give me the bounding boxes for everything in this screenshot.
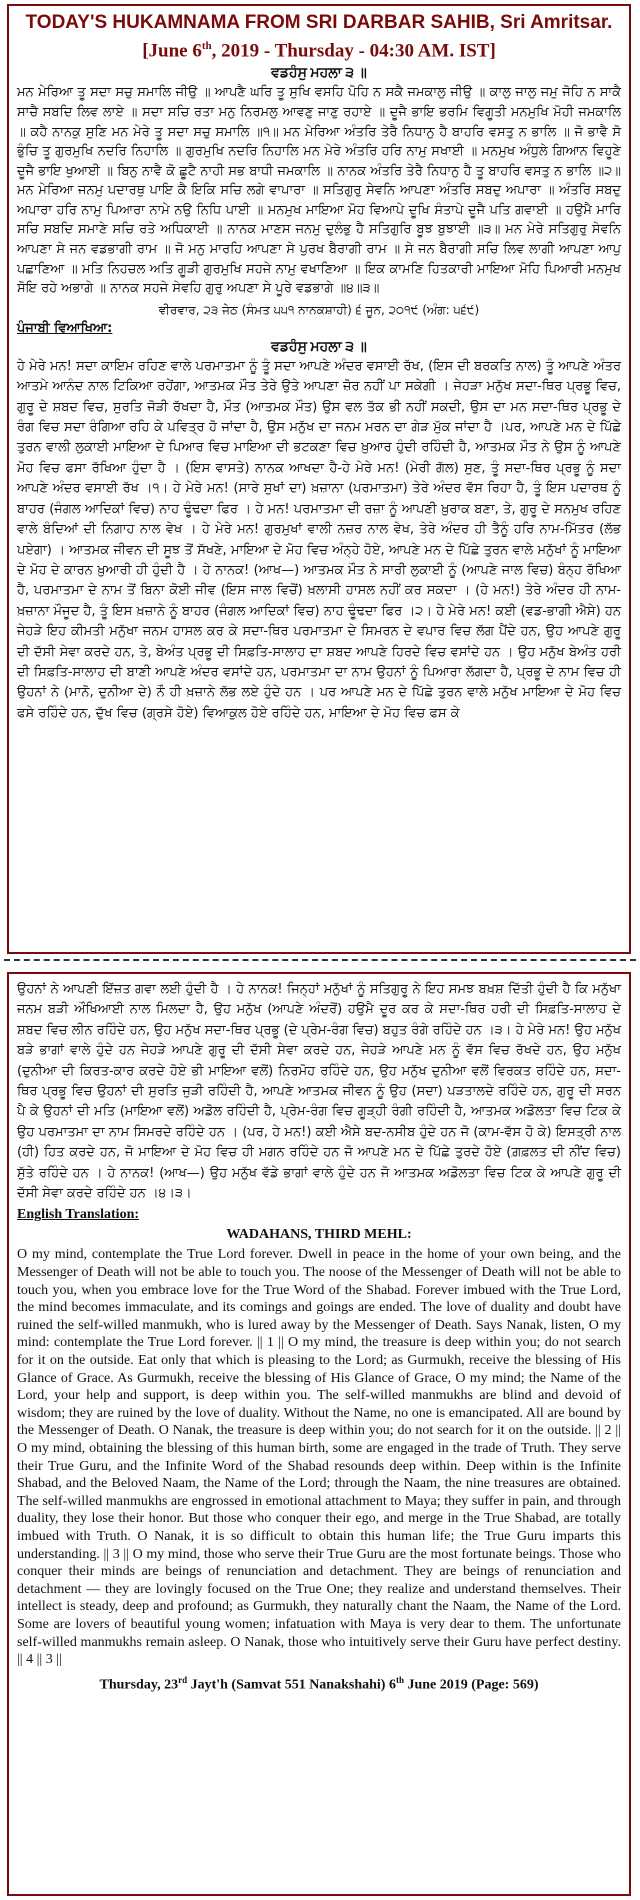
footer-part-1: Thursday, 23 bbox=[99, 1677, 179, 1693]
english-label: English Translation: bbox=[17, 1207, 140, 1223]
footer-sup-1: rd bbox=[178, 1674, 188, 1685]
hukamnama-top-card bbox=[7, 4, 631, 954]
english-heading: WADAHANS, THIRD MEHL: bbox=[226, 1227, 412, 1243]
english-text: O my mind, contemplate the True Lord forever. Dwell in peace in the home of your own being, and the Messenger of Death will not be able to touch you. The noose of the Messenger of Death will not be able to touch you, when you embrace love for the True Word of the Shabad. Forever imbued with the True Lord, the mind becomes immaculate, and its comings and goings are ended. The love of duality and doubt have ruined the self-willed manmukh, who is lured away by the Messenger of Death. Says Nanak, listen, O my mind: contemplate the True Lord forever. || 1 || O my mind, the treasure is deep within you; do not search for it on the outside. Eat only that which is pleasing to the Lord; as Gurmukh, receive the blessing of His Glance of Grace. As Gurmukh, receive the blessing of His Glance of Grace, O my mind; the Name of the Lord, your help and support, is deep within you. The self-willed manmukhs are blind and devoid of wisdom; they are ruined by the love of duality. Without the Name, no one is emancipated. All are bound by the Messenger of Death. O Nanak, the treasure is deep within you; do not search for it on the outside. || 2 || O my mind, obtaining the blessing of this human birth, some are engaged in the trade of Truth. They serve their True Guru, and the Infinite Word of the Shabad resounds deep within. Deep within is the Infinite Shabad, and the Beloved Naam, the Name of the Lord; through the Naam, the nine treasures are obtained. The self-willed manmukhs are engrossed in emotional attachment to Maya; they suffer in pain, and through duality, they lose their honor. But those who conquer their ego, and merge in the True Shabad, are totally imbued with Truth. O Nanak, it is so difficult to obtain this human life; the True Guru imparts this understanding. || 3 || O my mind, those who serve their True Guru are the most fortunate beings. Those who conquer their minds are beings of renunciation and detachment. They are beings of renunciation and detachment — they are lovingly focused on the True One; they realize and understand themselves. Their intellect is steady, deep and profound; as Gurmukh, they naturally chant the Naam, the Name of the Lord. Some are lovers of beautiful young women; infatuation with Maya is very dear to them. The unfortunate self-willed manmukhs remain asleep. O Nanak, those who intuitively serve their Guru have perfect destiny. || 4 || 3 || bbox=[17, 1247, 621, 1668]
page-title: TODAY'S HUKAMNAMA FROM SRI DARBAR SAHIB, Sri Amritsar. bbox=[25, 12, 613, 33]
footer-part-2: Jayt'h (Samvat 551 Nanakshahi) 6 bbox=[187, 1677, 396, 1693]
footer-part-3: June 2019 (Page: 569) bbox=[403, 1677, 539, 1693]
punjabi-text-top: ਹੇ ਮੇਰੇ ਮਨ! ਸਦਾ ਕਾਇਮ ਰਹਿਣ ਵਾਲੇ ਪਰਮਾਤਮਾ ਨੂੰ ਤੂੰ ਸਦਾ ਆਪਣੇ ਅੰਦਰ ਵਸਾਈ ਰੱਖ, (ਇਸ ਦੀ ਬਰਕਤਿ ਨਾਲ) ਤੂੰ ਆਪਣੇ ਅੰਤਰ ਆਤਮੇ ਆਨੰਦ ਨਾਲ ਟਿਕਿਆ ਰਹੇਂਗਾ, ਆਤਮਕ ਮੌਤ ਤੇਰੇ ਉਤੇ ਆਪਣਾ ਜ਼ੋਰ ਨਹੀਂ ਪਾ ਸਕੇਗੀ । ਜੇਹੜਾ ਮਨੁੱਖ ਸਦਾ-ਥਿਰ ਪ੍ਰਭੂ ਵਿਚ, ਗੁਰੂ ਦੇ ਸ਼ਬਦ ਵਿਚ, ਸੁਰਤਿ ਜੋੜੀ ਰੱਖਦਾ ਹੈ, ਮੌਤ (ਆਤਮਕ ਮੌਤ) ਉਸ ਵਲ ਤੱਕ ਭੀ ਨਹੀਂ ਸਕਦੀ, ਉਸ ਦਾ ਮਨ ਸਦਾ-ਥਿਰ ਪ੍ਰਭੂ ਦੇ ਰੰਗ ਵਿਚ ਸਦਾ ਰੰਗਿਆ ਰਹਿ ਕੇ ਪਵਿਤ੍ਰ ਹੋ ਜਾਂਦਾ ਹੈ, ਉਸ ਮਨੁੱਖ ਦਾ ਜਨਮ ਮਰਨ ਦਾ ਗੇੜ ਮੁੱਕ ਜਾਂਦਾ ਹੈ ।ਪਰ, ਆਪਣੇ ਮਨ ਦੇ ਪਿੱਛੇ ਤੁਰਨ ਵਾਲੀ ਲੁਕਾਈ ਮਾਇਆ ਦੇ ਪਿਆਰ ਵਿਚ ਮਾਇਆ ਦੀ ਭਟਕਣਾ ਵਿਚ ਖ਼ੁਆਰ ਹੁੰਦੀ ਰਹਿੰਦੀ ਹੈ, ਆਤਮਕ ਮੌਤ ਨੇ ਉਸ ਨੂੰ ਆਪਣੇ ਮੋਹ ਵਿਚ ਫਸਾ ਰੱਖਿਆ ਹੁੰਦਾ ਹੈ । (ਇਸ ਵਾਸਤੇ) ਨਾਨਕ ਆਖਦਾ ਹੈ-ਹੇ ਮੇਰੇ ਮਨ! (ਮੇਰੀ ਗੱਲ) ਸੁਣ, ਤੂੰ ਸਦਾ-ਥਿਰ ਪ੍ਰਭੂ ਨੂੰ ਸਦਾ ਆਪਣੇ ਅੰਦਰ ਵਸਾਈ ਰੱਖ ।੧। ਹੇ ਮੇਰੇ ਮਨ! (ਸਾਰੇ ਸੁਖਾਂ ਦਾ) ਖ਼ਜ਼ਾਨਾ (ਪਰਮਾਤਮਾ) ਤੇਰੇ ਅੰਦਰ ਵੱਸ ਰਿਹਾ ਹੈ, ਤੂੰ ਇਸ ਪਦਾਰਥ ਨੂੰ ਬਾਹਰ (ਜੰਗਲ ਆਦਿਕਾਂ ਵਿਚ) ਨਾਹ ਢੂੰਢਦਾ ਫਿਰ । ਹੇ ਮਨ! ਪਰਮਾਤਮਾ ਦੀ ਰਜ਼ਾ ਨੂੰ ਆਪਣੀ ਖ਼ੁਰਾਕ ਬਣਾ, ਤੇ, ਗੁਰੂ ਦੇ ਸਨਮੁਖ ਰਹਿਣ ਵਾਲੇ ਬੰਦਿਆਂ ਦੀ ਨਿਗਾਹ ਨਾਲ ਵੇਖ । ਹੇ ਮੇਰੇ ਮਨ! ਗੁਰਮੁਖਾਂ ਵਾਲੀ ਨਜ਼ਰ ਨਾਲ ਵੇਖ, ਤੇਰੇ ਅੰਦਰ ਹੀ ਤੈਨੂੰ ਹਰਿ ਨਾਮ-ਮਿੱਤਰ (ਲੱਭ ਪਏਗਾ) । ਆਤਮਕ ਜੀਵਨ ਦੀ ਸੂਝ ਤੋਂ ਸੱਖਣੇ, ਮਾਇਆ ਦੇ ਮੋਹ ਵਿਚ ਅੰਨ੍ਹੇ ਹੋਏ, ਆਪਣੇ ਮਨ ਦੇ ਪਿੱਛੇ ਤੁਰਨ ਵਾਲੇ ਮਨੁੱਖਾਂ ਨੂੰ ਮਾਇਆ ਦੇ ਮੋਹ ਦੇ ਕਾਰਨ ਖ਼ੁਆਰੀ ਹੀ ਹੁੰਦੀ ਹੈ । ਹੇ ਨਾਨਕ! (ਆਖ—) ਆਤਮਕ ਮੌਤ ਨੇ ਸਾਰੀ ਲੁਕਾਈ ਨੂੰ (ਆਪਣੇ ਜਾਲ ਵਿਚ) ਬੰਨ੍ਹ ਰੱਖਿਆ ਹੈ, ਪਰਮਾਤਮਾ ਦੇ ਨਾਮ ਤੋਂ ਬਿਨਾ ਕੋਈ ਜੀਵ (ਇਸ ਜਾਲ ਵਿਚੋਂ) ਖ਼ਲਾਸੀ ਹਾਸਲ ਨਹੀਂ ਕਰ ਸਕਦਾ । (ਹੇ ਮਨ!) ਤੇਰੇ ਅੰਦਰ ਹੀ ਨਾਮ-ਖ਼ਜ਼ਾਨਾ ਮੌਜੂਦ ਹੈ, ਤੂੰ ਇਸ ਖ਼ਜ਼ਾਨੇ ਨੂੰ ਬਾਹਰ (ਜੰਗਲ ਆਦਿਕਾਂ ਵਿਚ) ਨਾਹ ਢੂੰਢਦਾ ਫਿਰ ।੨। ਹੇ ਮੇਰੇ ਮਨ! ਕਈ (ਵਡ-ਭਾਗੀ ਐਸੇ) ਹਨ ਜੇਹੜੇ ਇਹ ਕੀਮਤੀ ਮਨੁੱਖਾ ਜਨਮ ਹਾਸਲ ਕਰ ਕੇ ਸਦਾ-ਥਿਰ ਪਰਮਾਤਮਾ ਦੇ ਸਿਮਰਨ ਦੇ ਵਪਾਰ ਵਿਚ ਲੱਗ ਪੈਂਦੇ ਹਨ, ਉਹ ਆਪਣੇ ਗੁਰੂ ਦੀ ਦੱਸੀ ਸੇਵਾ ਕਰਦੇ ਹਨ, ਤੇ, ਬੇਅੰਤ ਪ੍ਰਭੂ ਦੀ ਸਿਫ਼ਤਿ-ਸਾਲਾਹ ਦਾ ਸ਼ਬਦ ਆਪਣੇ ਹਿਰਦੇ ਵਿਚ ਵਸਾਂਦੇ ਹਨ । ਉਹ ਮਨੁੱਖ ਬੇਅੰਤ ਹਰੀ ਦੀ ਸਿਫ਼ਤਿ-ਸਾਲਾਹ ਦੀ ਬਾਣੀ ਆਪਣੇ ਅੰਦਰ ਵਸਾਂਦੇ ਹਨ, ਪਰਮਾਤਮਾ ਦਾ ਨਾਮ ਉਹਨਾਂ ਨੂੰ ਪਿਆਰਾ ਲੱਗਦਾ ਹੈ, ਪ੍ਰਭੂ ਦੇ ਨਾਮ ਵਿਚ ਹੀ ਉਹਨਾਂ ਨੇ (ਮਾਨੋ, ਦੁਨੀਆ ਦੇ) ਨੌ ਹੀ ਖ਼ਜ਼ਾਨੇ ਲੱਭ ਲਏ ਹੁੰਦੇ ਹਨ । ਪਰ ਆਪਣੇ ਮਨ ਦੇ ਪਿੱਛੇ ਤੁਰਨ ਵਾਲੇ ਮਨੁੱਖ ਮਾਇਆ ਦੇ ਮੋਹ ਵਿਚ ਫਸੇ ਰਹਿੰਦੇ ਹਨ, ਦੁੱਖ ਵਿਚ (ਗ੍ਰਸੇ ਹੋਏ) ਵਿਆਕੁਲ ਹੋਏ ਰਹਿੰਦੇ ਹਨ, ਮਾਇਆ ਦੇ ਮੋਹ ਵਿਚ ਫਸ ਕੇ bbox=[17, 358, 621, 721]
dashed-divider bbox=[4, 959, 636, 961]
footer-date bbox=[17, 1671, 621, 1695]
punjabi-heading: ਵਡਹੰਸੁ ਮਹਲਾ ੩ ॥ bbox=[271, 339, 367, 355]
footer-sup-2: th bbox=[395, 1674, 404, 1685]
shabad-heading: ਵਡਹੰਸੁ ਮਹਲਾ ੩ ॥ bbox=[271, 66, 367, 82]
punjabi-text-bottom: ਉਹਨਾਂ ਨੇ ਆਪਣੀ ਇੱਜ਼ਤ ਗਵਾ ਲਈ ਹੁੰਦੀ ਹੈ । ਹੇ ਨਾਨਕ! ਜਿਨ੍ਹਾਂ ਮਨੁੱਖਾਂ ਨੂੰ ਸਤਿਗੁਰੂ ਨੇ ਇਹ ਸਮਝ ਬਖ਼ਸ਼ ਦਿੱਤੀ ਹੁੰਦੀ ਹੈ ਕਿ ਮਨੁੱਖਾ ਜਨਮ ਬੜੀ ਔਖਿਆਈ ਨਾਲ ਮਿਲਦਾ ਹੈ, ਉਹ ਮਨੁੱਖ (ਆਪਣੇ ਅੰਦਰੋਂ) ਹਉਮੈ ਦੂਰ ਕਰ ਕੇ ਸਦਾ-ਥਿਰ ਹਰੀ ਦੀ ਸਿਫ਼ਤਿ-ਸਾਲਾਹ ਦੇ ਸ਼ਬਦ ਵਿਚ ਲੀਨ ਰਹਿੰਦੇ ਹਨ, ਉਹ ਮਨੁੱਖ ਸਦਾ-ਥਿਰ ਪ੍ਰਭੂ (ਦੇ ਪ੍ਰੇਮ-ਰੰਗ ਵਿਚ) ਬਹੁਤ ਰੰਗੇ ਰਹਿੰਦੇ ਹਨ ।੩। ਹੇ ਮੇਰੇ ਮਨ! ਉਹ ਮਨੁੱਖ ਬੜੇ ਭਾਗਾਂ ਵਾਲੇ ਹੁੰਦੇ ਹਨ ਜੇਹੜੇ ਆਪਣੇ ਗੁਰੂ ਦੀ ਦੱਸੀ ਸੇਵਾ ਕਰਦੇ ਹਨ, ਜੇਹੜੇ ਆਪਣੇ ਮਨ ਨੂੰ ਵੱਸ ਵਿਚ ਰੱਖਦੇ ਹਨ, ਉਹ ਮਨੁੱਖ (ਦੁਨੀਆ ਦੀ ਕਿਰਤ-ਕਾਰ ਕਰਦੇ ਹੋਏ ਭੀ ਮਾਇਆ ਵਲੋਂ) ਨਿਰਮੋਹ ਰਹਿੰਦੇ ਹਨ, ਉਹ ਮਨੁੱਖ ਦੁਨੀਆ ਵਲੋਂ ਵਿਰਕਤ ਰਹਿੰਦੇ ਹਨ, ਸਦਾ-ਥਿਰ ਪ੍ਰਭੂ ਵਿਚ ਉਹਨਾਂ ਦੀ ਸੁਰਤਿ ਜੁੜੀ ਰਹਿੰਦੀ ਹੈ, ਆਪਣੇ ਆਤਮਕ ਜੀਵਨ ਨੂੰ ਉਹ (ਸਦਾ) ਪੜਤਾਲਦੇ ਰਹਿੰਦੇ ਹਨ, ਗੁਰੂ ਦੀ ਸਰਨ ਪੈ ਕੇ ਉਹਨਾਂ ਦੀ ਮਤਿ (ਮਾਇਆ ਵਲੋਂ) ਅਡੋਲ ਰਹਿੰਦੀ ਹੈ, ਪ੍ਰੇਮ-ਰੰਗ ਵਿਚ ਗੂੜ੍ਹੀ ਰੰਗੀ ਰਹਿੰਦੀ ਹੈ, ਆਤਮਕ ਅਡੋਲਤਾ ਵਿਚ ਟਿਕ ਕੇ ਉਹ ਪਰਮਾਤਮਾ ਦਾ ਨਾਮ ਸਿਮਰਦੇ ਰਹਿੰਦੇ ਹਨ । (ਪਰ, ਹੇ ਮਨ!) ਕਈ ਐਸੇ ਬਦ-ਨਸੀਬ ਹੁੰਦੇ ਹਨ ਜੋ (ਕਾਮ-ਵੱਸ ਹੋ ਕੇ) ਇਸਤ੍ਰੀ ਨਾਲ (ਹੀ) ਹਿਤ ਕਰਦੇ ਹਨ, ਜੋ ਮਾਇਆ ਦੇ ਮੋਹ ਵਿਚ ਹੀ ਮਗਨ ਰਹਿੰਦੇ ਹਨ ਜੋ ਆਪਣੇ ਮਨ ਦੇ ਪਿੱਛੇ ਤੁਰਦੇ ਹੋਏ (ਗ਼ਫ਼ਲਤ ਦੀ ਨੀਂਦ ਵਿਚ) ਸੁੱਤੇ ਰਹਿੰਦੇ ਹਨ । ਹੇ ਨਾਨਕ! (ਆਖ—) ਉਹ ਮਨੁੱਖ ਵੱਡੇ ਭਾਗਾਂ ਵਾਲੇ ਹੁੰਦੇ ਹਨ ਜੋ ਆਤਮਕ ਅਡੋਲਤਾ ਵਿਚ ਟਿਕ ਕੇ ਆਪਣੇ ਗੁਰੂ ਦੀ ਦੱਸੀ ਸੇਵਾ ਕਰਦੇ ਰਹਿੰਦੇ ਹਨ ।੪।੩। bbox=[17, 982, 621, 1202]
date-line bbox=[17, 34, 621, 63]
date-prefix: [June 6 bbox=[142, 40, 202, 62]
hukamnama-bottom-card bbox=[7, 972, 631, 1896]
punjabi-label: ਪੰਜਾਬੀ ਵਿਆਖਿਆ: bbox=[17, 320, 113, 336]
shabad-meta: ਵੀਰਵਾਰ, ੨੩ ਜੇਠ (ਸੰਮਤ ੫੫੧ ਨਾਨਕਸ਼ਾਹੀ) ੬ ਜੂਨ, ੨੦੧੯ (ਅੰਗ: ੫੬੯) bbox=[158, 302, 480, 317]
date-suffix: , 2019 - Thursday - 04:30 AM. IST] bbox=[211, 40, 496, 62]
date-sup: th bbox=[201, 40, 212, 52]
shabad-text: ਮਨ ਮੇਰਿਆ ਤੂ ਸਦਾ ਸਚੁ ਸਮਾਲਿ ਜੀਉ ॥ ਆਪਣੈ ਘਰਿ ਤੂ ਸੁਖਿ ਵਸਹਿ ਪੋਹਿ ਨ ਸਕੈ ਜਮਕਾਲੁ ਜੀਉ ॥ ਕਾਲੁ ਜਾਲੁ ਜਮੁ ਜੋਹਿ ਨ ਸਾਕੈ ਸਾਚੈ ਸਬਦਿ ਲਿਵ ਲਾਏ ॥ ਸਦਾ ਸਚਿ ਰਤਾ ਮਨੁ ਨਿਰਮਲੁ ਆਵਣੁ ਜਾਣੁ ਰਹਾਏ ॥ ਦੂਜੈ ਭਾਇ ਭਰਮਿ ਵਿਗੂਤੀ ਮਨਮੁਖਿ ਮੋਹੀ ਜਮਕਾਲਿ ॥ ਕਹੈ ਨਾਨਕੁ ਸੁਣਿ ਮਨ ਮੇਰੇ ਤੂ ਸਦਾ ਸਚੁ ਸਮਾਲਿ ॥੧॥ ਮਨ ਮੇਰਿਆ ਅੰਤਰਿ ਤੇਰੈ ਨਿਧਾਨੁ ਹੈ ਬਾਹਰਿ ਵਸਤੁ ਨ ਭਾਲਿ ॥ ਜੋ ਭਾਵੈ ਸੋ ਭੁੰਚਿ ਤੂ ਗੁਰਮੁਖਿ ਨਦਰਿ ਨਿਹਾਲਿ ॥ ਗੁਰਮੁਖਿ ਨਦਰਿ ਨਿਹਾਲਿ ਮਨ ਮੇਰੇ ਅੰਤਰਿ ਹਰਿ ਨਾਮੁ ਸਖਾਈ ॥ ਮਨਮੁਖ ਅੰਧੁਲੇ ਗਿਆਨ ਵਿਹੂਣੇ ਦੂਜੈ ਭਾਇ ਖੁਆਈ ॥ ਬਿਨੁ ਨਾਵੈ ਕੋ ਛੂਟੈ ਨਾਹੀ ਸਭ ਬਾਧੀ ਜਮਕਾਲਿ ॥ ਨਾਨਕ ਅੰਤਰਿ ਤੇਰੈ ਨਿਧਾਨੁ ਹੈ ਤੂ ਬਾਹਰਿ ਵਸਤੁ ਨ ਭਾਲਿ ॥੨॥ ਮਨ ਮੇਰਿਆ ਜਨਮੁ ਪਦਾਰਥੁ ਪਾਇ ਕੈ ਇਕਿ ਸਚਿ ਲਗੇ ਵਾਪਾਰਾ ॥ ਸਤਿਗੁਰੁ ਸੇਵਨਿ ਆਪਣਾ ਅੰਤਰਿ ਸਬਦੁ ਅਪਾਰਾ ॥ ਅੰਤਰਿ ਸਬਦੁ ਅਪਾਰਾ ਹਰਿ ਨਾਮੁ ਪਿਆਰਾ ਨਾਮੇ ਨਉ ਨਿਧਿ ਪਾਈ ॥ ਮਨਮੁਖ ਮਾਇਆ ਮੋਹ ਵਿਆਪੇ ਦੂਖਿ ਸੰਤਾਪੇ ਦੂਜੈ ਪਤਿ ਗਵਾਈ ॥ ਹਉਮੈ ਮਾਰਿ ਸਚਿ ਸਬਦਿ ਸਮਾਣੇ ਸਚਿ ਰਤੇ ਅਧਿਕਾਈ ॥ ਨਾਨਕ ਮਾਣਸ ਜਨਮੁ ਦੁਲੰਭੁ ਹੈ ਸਤਿਗੁਰਿ ਬੂਝ ਬੁਝਾਈ ॥੩॥ ਮਨ ਮੇਰੇ ਸਤਿਗੁਰੁ ਸੇਵਨਿ ਆਪਣਾ ਸੇ ਜਨ ਵਡਭਾਗੀ ਰਾਮ ॥ ਜੋ ਮਨੁ ਮਾਰਹਿ ਆਪਣਾ ਸੇ ਪੁਰਖ ਬੈਰਾਗੀ ਰਾਮ ॥ ਸੇ ਜਨ ਬੈਰਾਗੀ ਸਚਿ ਲਿਵ ਲਾਗੀ ਆਪਣਾ ਆਪੁ ਪਛਾਣਿਆ ॥ ਮਤਿ ਨਿਹਚਲ ਅਤਿ ਗੂੜੀ ਗੁਰਮੁਖਿ ਸਹਜੇ ਨਾਮੁ ਵਖਾਣਿਆ ॥ ਇਕ ਕਾਮਣਿ ਹਿਤਕਾਰੀ ਮਾਇਆ ਮੋਹਿ ਪਿਆਰੀ ਮਨਮੁਖ ਸੋਇ ਰਹੇ ਅਭਾਗੇ ॥ ਨਾਨਕ ਸਹਜੇ ਸੇਵਹਿ ਗੁਰੁ ਅਪਣਾ ਸੇ ਪੂਰੇ ਵਡਭਾਗੇ ॥੪॥੩॥ bbox=[17, 85, 621, 297]
